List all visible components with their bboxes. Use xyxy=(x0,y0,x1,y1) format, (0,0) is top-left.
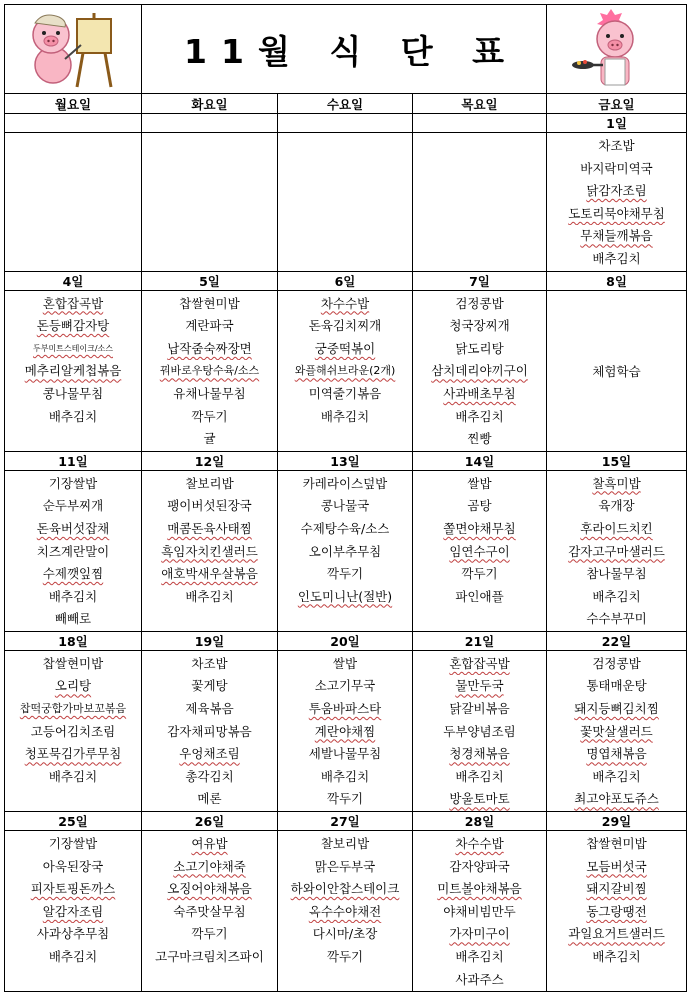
date-cell: 26일 xyxy=(142,812,278,831)
menu-item: 계란야채찜 xyxy=(314,723,376,739)
menu-item: 육개장 xyxy=(598,498,635,514)
menu-item: 배추김치 xyxy=(455,768,504,784)
menu-item: 고구마크림치즈파이 xyxy=(155,949,264,964)
menu-item: 깍두기 xyxy=(191,926,228,942)
menu-item: 배추김치 xyxy=(185,588,234,604)
menu-cell xyxy=(413,290,547,451)
menu-cell xyxy=(5,650,142,811)
weekday-header: 목요일 xyxy=(413,94,547,114)
date-cell: 6일 xyxy=(278,271,413,290)
menu-item: 곰탕 xyxy=(467,498,492,514)
date-cell: 27일 xyxy=(278,812,413,831)
menu-item: 제육볶음 xyxy=(185,701,234,717)
date-cell: 7일 xyxy=(413,271,547,290)
date-cell: 22일 xyxy=(547,631,687,650)
menu-item: 찹떡궁합가마보꼬볶음 xyxy=(19,702,127,716)
menu-cell xyxy=(278,470,413,631)
menu-list xyxy=(547,651,686,811)
menu-list xyxy=(142,291,277,451)
menu-item: 소고기무국 xyxy=(314,678,376,694)
menu-list xyxy=(142,133,277,135)
right-illustration-cell xyxy=(547,5,687,94)
menu-item: 피자토핑돈까스 xyxy=(30,881,116,897)
menu-item: 찹쌀현미밥 xyxy=(42,655,104,671)
menu-list xyxy=(5,831,141,969)
menu-item: 삼치데리야끼구이 xyxy=(431,363,528,379)
menu-cell xyxy=(142,831,278,992)
menu-item: 찰흑미밥 xyxy=(592,475,641,491)
menu-item: 배추김치 xyxy=(592,250,641,266)
menu-item: 청국장찌개 xyxy=(449,318,510,334)
menu-item: 돼지등뼈김치찜 xyxy=(574,701,659,717)
menu-item: 깍두기 xyxy=(326,949,364,964)
menu-item: 꽃맛살샐러드 xyxy=(580,723,653,739)
menu-item: 고등어김치조림 xyxy=(30,723,116,739)
menu-cell xyxy=(413,133,547,272)
menu-item: 흑임자치킨샐러드 xyxy=(161,543,258,559)
menu-cell xyxy=(5,290,142,451)
menu-cell xyxy=(278,133,413,272)
menu-cell xyxy=(5,470,142,631)
menu-cell xyxy=(278,831,413,992)
date-row xyxy=(5,812,687,831)
menu-item: 쌀밥 xyxy=(332,655,358,671)
pig-painter-icon xyxy=(25,9,115,89)
menu-item: 쫄면야채무침 xyxy=(443,520,516,536)
menu-item: 배추김치 xyxy=(455,949,504,964)
menu-item: 기장쌀밥 xyxy=(48,836,98,852)
menu-item: 두부미트스테이크/소스 xyxy=(33,343,113,353)
menu-cell xyxy=(278,290,413,451)
menu-list xyxy=(413,471,546,609)
menu-item: 인도미니난(절반) xyxy=(297,588,393,604)
menu-item: 차수수밥 xyxy=(320,295,370,311)
menu-item: 검정콩밥 xyxy=(592,655,641,671)
menu-item: 미트볼야채볶음 xyxy=(437,881,522,897)
menu-item: 알감자조림 xyxy=(42,903,104,919)
date-cell: 11일 xyxy=(5,451,142,470)
menu-item: 깍두기 xyxy=(191,408,228,424)
menu-item: 찹쌀현미밥 xyxy=(586,836,647,852)
menu-item: 배추김치 xyxy=(320,768,370,784)
menu-list xyxy=(142,831,277,969)
title-cell xyxy=(142,5,547,94)
menu-row xyxy=(5,831,687,992)
date-cell: 13일 xyxy=(278,451,413,470)
menu-item: 여유밥 xyxy=(191,836,228,852)
menu-list xyxy=(278,831,412,969)
date-cell: 18일 xyxy=(5,631,142,650)
date-cell xyxy=(142,114,278,133)
menu-cell xyxy=(547,470,687,631)
weekday-header: 금요일 xyxy=(547,94,687,114)
menu-item: 배추김치 xyxy=(592,588,641,604)
date-cell: 12일 xyxy=(142,451,278,470)
menu-item: 감자채피망볶음 xyxy=(167,723,252,739)
menu-item: 청경채볶음 xyxy=(449,746,510,762)
menu-item: 도토리묵야채무침 xyxy=(568,205,665,221)
date-cell: 21일 xyxy=(413,631,547,650)
date-cell: 14일 xyxy=(413,451,547,470)
menu-cell xyxy=(547,133,687,272)
date-cell: 28일 xyxy=(413,812,547,831)
menu-cell xyxy=(142,650,278,811)
menu-row xyxy=(5,133,687,272)
menu-item: 쌀밥 xyxy=(467,475,492,491)
menu-item: 수수부꾸미 xyxy=(586,611,647,627)
menu-list xyxy=(413,133,546,135)
menu-item: 납작줌숙짜장면 xyxy=(167,340,252,356)
date-cell: 29일 xyxy=(547,812,687,831)
menu-item: 유채나물무침 xyxy=(173,385,246,401)
menu-list xyxy=(413,651,546,811)
menu-item: 아욱된장국 xyxy=(42,858,104,874)
weekday-header: 수요일 xyxy=(278,94,413,114)
menu-cell xyxy=(547,831,687,992)
menu-item: 꿔바로우탕수육/소스 xyxy=(159,364,260,378)
menu-item: 방울토마토 xyxy=(449,791,510,807)
date-cell: 1일 xyxy=(547,114,687,133)
date-row xyxy=(5,271,687,290)
menu-item: 수제깻잎찜 xyxy=(42,566,104,582)
date-row xyxy=(5,631,687,650)
menu-item: 수제탕수육/소스 xyxy=(300,520,390,536)
menu-item: 깍두기 xyxy=(326,791,364,807)
menu-item: 빼빼로 xyxy=(54,611,92,627)
menu-row xyxy=(5,470,687,631)
menu-item: 애호박새우살볶음 xyxy=(161,566,258,582)
menu-item: 배추김치 xyxy=(48,768,98,784)
menu-item: 두부양념조림 xyxy=(443,723,516,739)
date-row xyxy=(5,114,687,133)
date-cell: 15일 xyxy=(547,451,687,470)
menu-item: 꽃게탕 xyxy=(191,678,228,694)
menu-item: 참나물무침 xyxy=(586,566,647,582)
menu-item: 우엉채조림 xyxy=(179,746,240,762)
menu-item: 사과배초무침 xyxy=(443,385,516,401)
menu-item: 차수수밥 xyxy=(455,836,504,852)
menu-item: 파인애플 xyxy=(455,588,504,604)
menu-list xyxy=(547,133,686,271)
menu-item: 과일요거트샐러드 xyxy=(568,926,665,942)
menu-item: 콩나물국 xyxy=(320,498,370,514)
menu-item: 임연수구이 xyxy=(449,543,510,559)
date-cell: 19일 xyxy=(142,631,278,650)
menu-item: 배추김치 xyxy=(592,949,641,964)
menu-item: 귤 xyxy=(203,431,216,447)
menu-item: 닭감자조림 xyxy=(586,183,647,199)
menu-cell xyxy=(142,133,278,272)
menu-cell xyxy=(413,650,547,811)
menu-item: 물만두국 xyxy=(455,678,504,694)
menu-list xyxy=(5,471,141,631)
date-cell xyxy=(5,114,142,133)
menu-item: 최고야포도쥬스 xyxy=(574,791,659,807)
menu-item: 기장쌀밥 xyxy=(48,475,98,491)
menu-item: 검정콩밥 xyxy=(455,295,504,311)
menu-item: 매콤돈육사태찜 xyxy=(167,520,252,536)
menu-item: 동그랑땡전 xyxy=(586,903,647,919)
menu-item: 돼지갈비찜 xyxy=(586,881,647,897)
menu-item: 옥수수야채전 xyxy=(308,903,382,919)
menu-row xyxy=(5,650,687,811)
menu-item: 감자고구마샐러드 xyxy=(568,543,665,559)
left-illustration-cell xyxy=(5,5,142,94)
menu-item: 가자미구이 xyxy=(449,926,510,942)
menu-item: 오이부추무침 xyxy=(308,543,382,559)
menu-list xyxy=(278,291,412,429)
menu-item: 콩나물무침 xyxy=(42,385,104,401)
page-title: 11월 식 단 표 xyxy=(184,31,518,71)
menu-item: 배추김치 xyxy=(455,408,504,424)
menu-cell xyxy=(278,650,413,811)
menu-item: 돈등뼈감자탕 xyxy=(36,318,110,334)
menu-cell xyxy=(142,470,278,631)
menu-item: 궁중떡볶이 xyxy=(314,340,376,356)
menu-item: 명엽채볶음 xyxy=(586,746,647,762)
menu-list xyxy=(5,651,141,789)
date-cell xyxy=(413,114,547,133)
menu-item: 팽이버섯된장국 xyxy=(167,498,252,514)
weekday-header: 월요일 xyxy=(5,94,142,114)
menu-cell xyxy=(413,831,547,992)
date-row xyxy=(5,451,687,470)
menu-list xyxy=(278,471,412,609)
menu-row xyxy=(5,290,687,451)
menu-cell xyxy=(142,290,278,451)
menu-item: 야채비빔만두 xyxy=(443,903,516,919)
menu-list xyxy=(142,471,277,609)
menu-list xyxy=(547,471,686,631)
menu-item: 찹쌀현미밥 xyxy=(179,295,240,311)
menu-list xyxy=(547,831,686,969)
pig-chef-icon xyxy=(571,7,651,91)
menu-cell xyxy=(547,650,687,811)
menu-item: 사과상추무침 xyxy=(36,926,110,942)
menu-item: 바지락미역국 xyxy=(580,160,653,176)
menu-item: 계란파국 xyxy=(185,318,234,334)
menu-cell xyxy=(5,831,142,992)
weekday-header-row xyxy=(5,94,687,114)
menu-cell xyxy=(547,290,687,451)
menu-item: 찰보리밥 xyxy=(320,836,370,852)
menu-list xyxy=(142,651,277,811)
menu-item: 깍두기 xyxy=(326,566,364,582)
menu-item: 배추김치 xyxy=(592,768,641,784)
menu-item: 소고기야채죽 xyxy=(173,858,246,874)
menu-item: 하와이안찹스테이크 xyxy=(290,881,400,897)
menu-item: 차조밥 xyxy=(598,138,635,153)
menu-item: 치즈계란말이 xyxy=(36,543,110,559)
date-cell: 20일 xyxy=(278,631,413,650)
title-row xyxy=(5,5,687,94)
menu-item: 배추김치 xyxy=(320,408,370,424)
date-cell xyxy=(278,114,413,133)
menu-item: 숙주맛살무침 xyxy=(173,903,246,919)
menu-cell xyxy=(5,133,142,272)
date-cell: 4일 xyxy=(5,271,142,290)
menu-item: 와플해쉬브라운(2개) xyxy=(294,364,396,378)
menu-cell xyxy=(413,470,547,631)
menu-item: 모듬버섯국 xyxy=(586,858,647,874)
menu-item: 닭도리탕 xyxy=(455,340,504,356)
menu-item: 찐빵 xyxy=(467,431,492,447)
menu-item: 세발나물무침 xyxy=(308,746,382,762)
menu-item: 닭갈비볶음 xyxy=(449,701,510,717)
menu-list xyxy=(278,133,412,135)
menu-item: 깍두기 xyxy=(461,566,498,582)
menu-item: 통태매운탕 xyxy=(586,678,647,694)
menu-item: 감자양파국 xyxy=(449,858,510,874)
menu-item: 무채들깨볶음 xyxy=(580,228,653,244)
menu-list xyxy=(5,133,141,135)
menu-item: 순두부찌개 xyxy=(42,498,104,514)
menu-list xyxy=(413,831,546,991)
menu-item: 미역줄기볶음 xyxy=(308,385,382,401)
menu-list xyxy=(278,651,412,811)
menu-item: 찰보리밥 xyxy=(185,475,234,491)
menu-item: 다시마/초장 xyxy=(312,926,378,942)
menu-item: 후라이드치킨 xyxy=(580,520,653,536)
date-cell: 5일 xyxy=(142,271,278,290)
menu-item: 혼합잡곡밥 xyxy=(449,655,510,671)
menu-item: 차조밥 xyxy=(191,655,228,671)
menu-item: 투움바파스타 xyxy=(308,701,382,717)
date-cell: 25일 xyxy=(5,812,142,831)
menu-item: 오징어야채볶음 xyxy=(167,881,252,897)
menu-item: 돈육김치찌개 xyxy=(308,318,382,334)
menu-item: 배추김치 xyxy=(48,408,98,424)
weekday-header: 화요일 xyxy=(142,94,278,114)
menu-item: 배추김치 xyxy=(48,949,98,964)
menu-item: 체험학습 xyxy=(592,363,641,379)
menu-item: 메추리알케첩볶음 xyxy=(24,363,122,379)
menu-item: 돈육버섯잡채 xyxy=(36,520,110,536)
menu-item: 오리탕 xyxy=(54,678,92,694)
menu-item: 사과주스 xyxy=(455,971,504,987)
menu-list xyxy=(413,291,546,451)
date-cell: 8일 xyxy=(547,271,687,290)
menu-item: 카레라이스덮밥 xyxy=(302,475,388,491)
menu-list xyxy=(5,291,141,429)
menu-item: 배추김치 xyxy=(48,588,98,604)
menu-item: 총각김치 xyxy=(185,768,234,784)
menu-item: 혼합잡곡밥 xyxy=(42,295,104,311)
meal-plan-table xyxy=(4,4,687,992)
menu-item: 청포묵김가루무침 xyxy=(24,746,122,762)
menu-item: 메론 xyxy=(197,791,222,807)
menu-item: 맑은두부국 xyxy=(314,858,376,874)
